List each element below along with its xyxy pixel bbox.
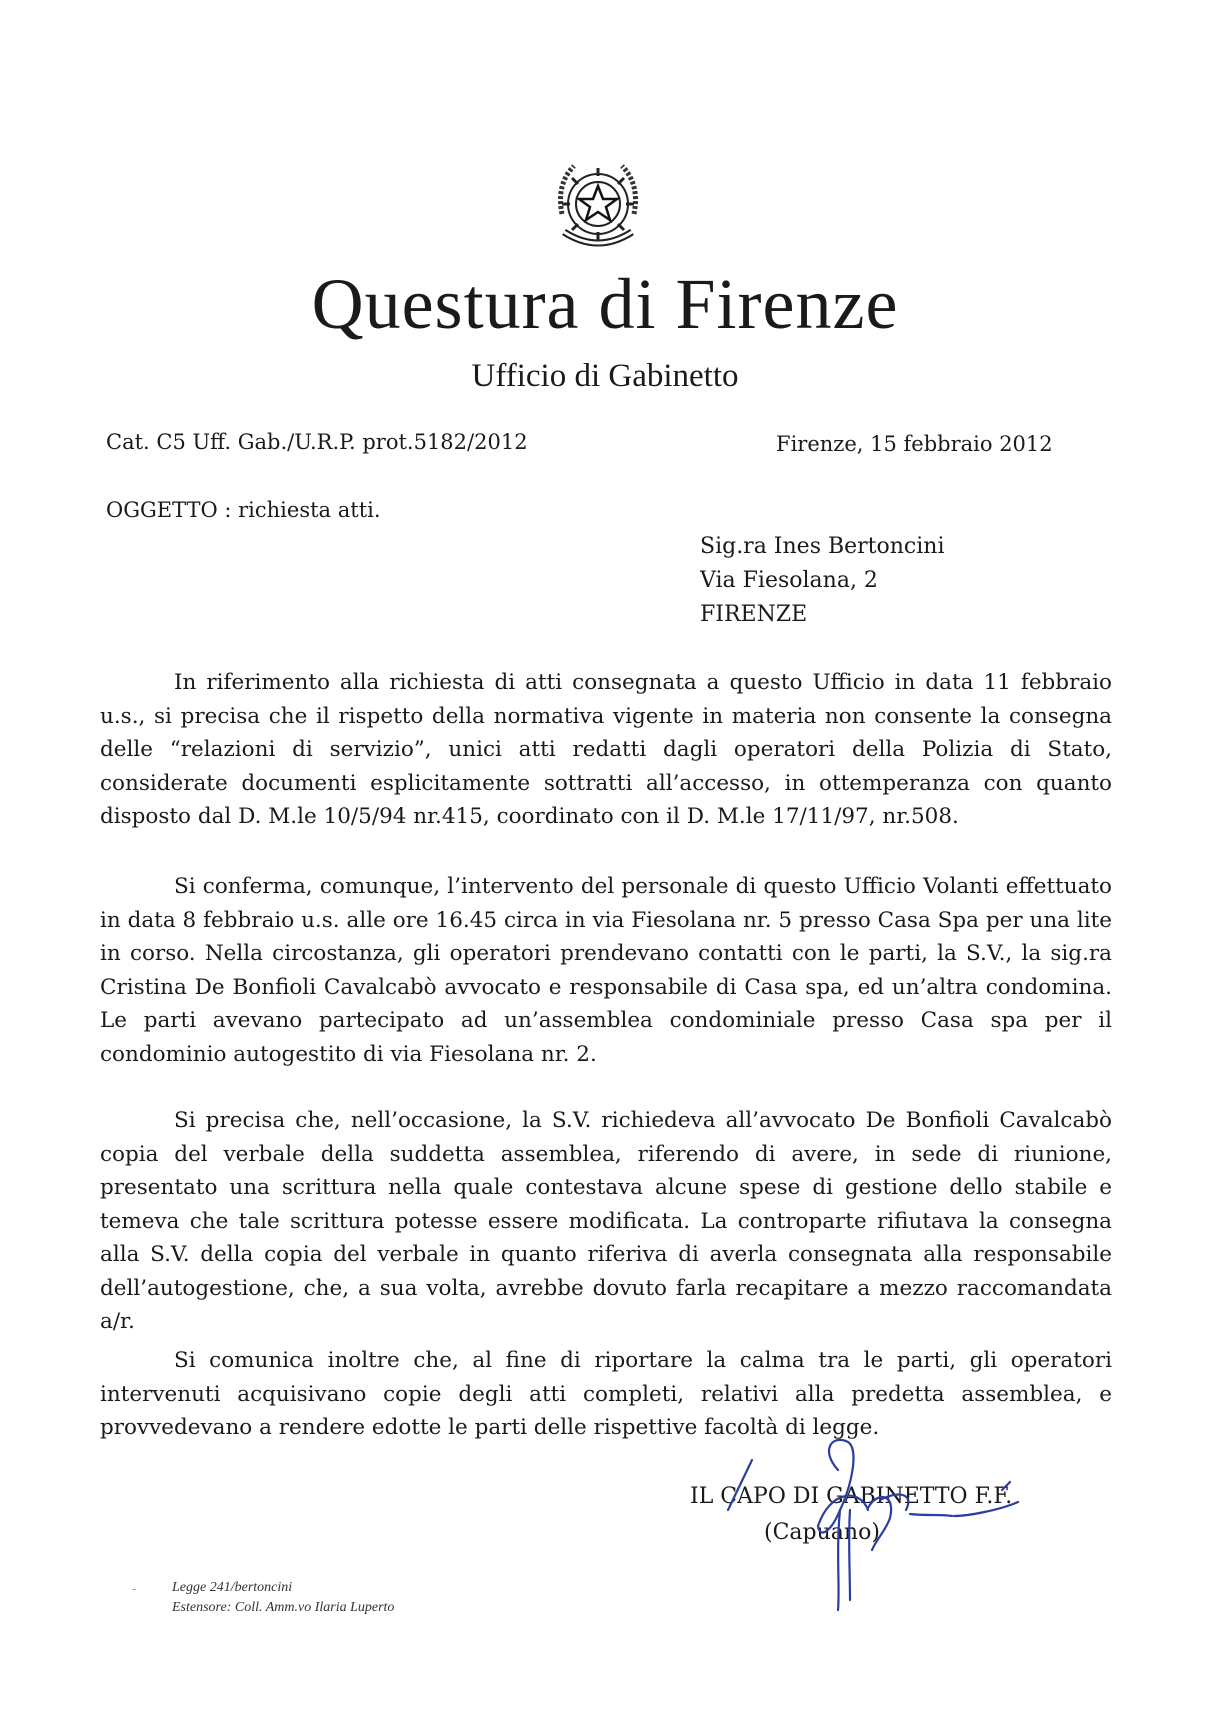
body-paragraph: Si conferma, comunque, l’intervento del personale di questo Ufficio Volanti effettuato in data 8 febbraio u.s. alle ore 16.45 circa in via Fiesolana nr. 5 presso Casa Spa per una lite in corso. Nella circostanza, gli operatori prendevano contatti con le parti, la S.V., la sig.ra Cristina De Bonfioli Cavalcabò avvocato e responsabile di Casa spa, ed un’altra condomina. Le parti avevano partecipato ad un’assemblea condominiale presso Casa spa per il condominio autogestito di via Fiesolana nr. 2. xyxy=(100,874,1112,1067)
footer-reference: Legge 241/bertoncini xyxy=(172,1580,293,1595)
signatory-title: IL CAPO DI GABINETTO F.F. xyxy=(690,1484,1013,1509)
place-date: Firenze, 15 febbraio 2012 xyxy=(776,432,1053,456)
body-paragraph: Si comunica inoltre che, al fine di riportare la calma tra le parti, gli operatori intervenuti acquisivano copie degli atti completi, relativi alla predetta assemblea, e provvedevano a rendere edotte le parti delle rispettive facoltà di legge. xyxy=(100,1348,1112,1440)
body-paragraph: Si precisa che, nell’occasione, la S.V. richiedeva all’avvocato De Bonfioli Cavalcabò copia del verbale della suddetta assemblea, riferendo di avere, in sede di riunione, presentato una scrittura nella quale contestava alcune spese di gestione dello stabile e temeva che tale scrittura potesse essere modificata. La controparte rifiutava la consegna alla S.V. della copia del verbale in quanto riferiva di averla consegnata alla responsabile dell’autogestione, che, a sua volta, avrebbe dovuto farla recapitare a mezzo raccomandata a/r. xyxy=(100,1108,1112,1334)
recipient-name: Sig.ra Ines Bertoncini xyxy=(700,534,945,559)
footer-author: Estensore: Coll. Amm.vo Ilaria Luperto xyxy=(172,1600,395,1615)
recipient-city: FIRENZE xyxy=(700,602,808,627)
office-subtitle: Ufficio di Gabinetto xyxy=(471,358,739,394)
body-paragraph: In riferimento alla richiesta di atti consegnata a questo Ufficio in data 11 febbraio u.s., si precisa che il rispetto della normativa vigente in materia non consente la consegna delle “relazioni di servizio”, unici atti redatti dagli operatori della Polizia di Stato, considerate documenti esplicitamente sottratti all’accesso, in ottemperanza con quanto disposto dal D. M.le 10/5/94 nr.415, coordinato con il D. M.le 17/11/97, nr.508. xyxy=(100,670,1112,829)
subject-line: OGGETTO : richiesta atti. xyxy=(106,498,381,522)
footer-dash: - xyxy=(132,1582,137,1596)
recipient-street: Via Fiesolana, 2 xyxy=(700,568,878,593)
italian-republic-emblem-icon xyxy=(548,154,648,264)
page-title: Questura di Firenze xyxy=(311,264,899,344)
protocol-number: Cat. C5 Uff. Gab./U.R.P. prot.5182/2012 xyxy=(106,430,528,454)
handwritten-signature xyxy=(700,1430,1060,1620)
signatory-name: (Capuano) xyxy=(764,1520,880,1545)
